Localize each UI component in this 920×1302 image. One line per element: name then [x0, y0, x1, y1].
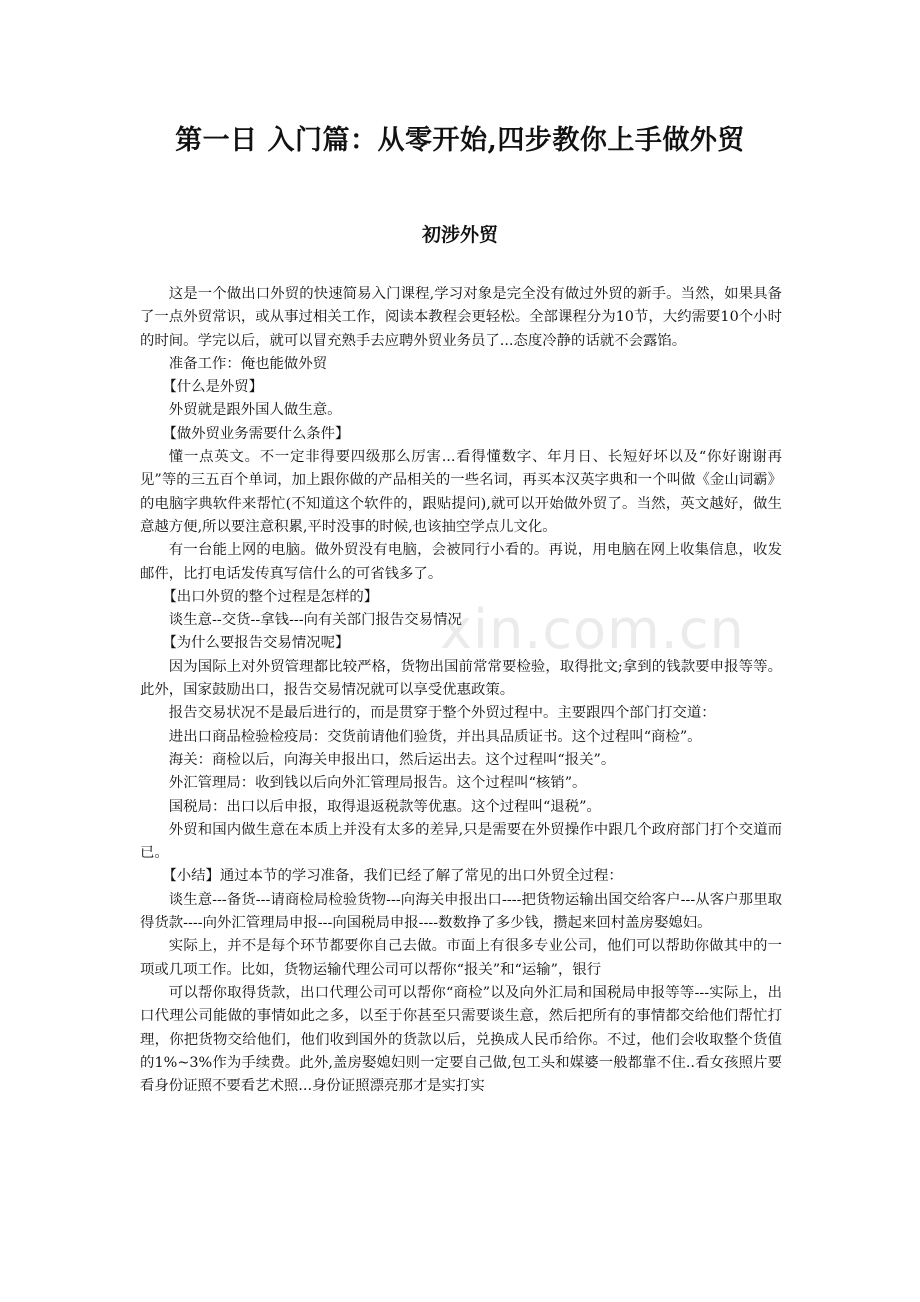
paragraph-four-departments: 报告交易状况不是最后进行的，而是贯穿于整个外贸过程中。主要跟四个部门打交道： [168, 705, 716, 722]
paragraph-summary-steps: 谈生意---备货---请商检局检验货物---向海关申报出口----把货物运输出国交给客户---从客户那里取得货款----向外汇管理局申报---向国税局申报----数数挣了多少钱，攒起来回村盖房娶媳妇。 [140, 891, 782, 932]
paragraph-tax: 国税局：出口以后申报，取得退返税款等优惠。这个过程叫“退税”。 [168, 798, 601, 815]
section-heading: 初涉外贸 [421, 224, 498, 246]
paragraph-prep: 准备工作：俺也能做外贸 [168, 355, 328, 372]
paragraph-english: 懂一点英文。不一定非得要四级那么厉害...看得懂数字、年月日、长短好坏以及“你好谢谢再见”等的三五百个单词，加上跟你做的产品相关的一些名词，再买本汉英字典和一个叫做《金山词霸》的电脑字典软件来帮忙(不知道这个软件的，跟贴提问),就可以开始做外贸了。当然，英文越好，做生意越方便,所以要注意积累,平时没事的时候,也该抽空学点儿文化。 [140, 449, 782, 535]
paragraph-forex: 外汇管理局：收到钱以后向外汇管理局报告。这个过程叫“核销”。 [168, 775, 587, 792]
paragraph-definition: 外贸就是跟外国人做生意。 [168, 402, 342, 419]
watermark: xin.com.cn [440, 598, 745, 661]
body-text [140, 283, 782, 1098]
paragraph-customs: 海关：商检以后，向海关申报出口，然后运出去。这个过程叫“报关”。 [168, 751, 616, 768]
heading-process: 【出口外贸的整个过程是怎样的】 [162, 588, 379, 605]
paragraph-process-steps: 谈生意--交货--拿钱---向有关部门报告交易情况 [168, 612, 462, 629]
paragraph-summary: 【小结】通过本节的学习准备，我们已经了解了常见的出口外贸全过程： [162, 868, 623, 885]
paragraph-computer: 有一台能上网的电脑。做外贸没有电脑，会被同行小看的。再说，用电脑在网上收集信息，收发邮件，比打电话发传真写信什么的可省钱多了。 [140, 542, 782, 582]
paragraph-why-report: 因为国际上对外贸管理都比较严格，货物出国前常常要检验，取得批文;拿到的钱款要申报等等。此外，国家鼓励出口，报告交易情况就可以享受优惠政策。 [140, 658, 782, 699]
heading-why-report: 【为什么要报告交易情况呢】 [162, 635, 350, 652]
page-title: 第一日 入门篇：从零开始,四步教你上手做外贸 [175, 125, 745, 156]
heading-what-is-trade: 【什么是外贸】 [162, 379, 264, 396]
paragraph-inspection: 进出口商品检验检疫局：交货前请他们验货，并出具品质证书。这个过程叫“商检”。 [168, 728, 702, 745]
paragraph-agencies-cont: 可以帮你取得货款，出口代理公司可以帮你“商检”以及向外汇局和国税局申报等等---实际上，出口代理公司能做的事情如此之多，以至于你甚至只需要谈生意，然后把所有的事情都交给他们帮忙打理，你把货物交给他们，他们收到国外的货款以后，兑换成人民币给你。不过，他们会收取整个货值的1%~3%作为手续费。此外,盖房娶媳妇则一定要自己做,包工头和媒婆一般都靠不住..看女孩照片要看身份证照不要看艺术照...身份证照漂亮那才是实打实 [140, 984, 782, 1095]
paragraph-difference: 外贸和国内做生意在本质上并没有太多的差异,只是需要在外贸操作中跟几个政府部门打个交道而已。 [140, 821, 782, 862]
paragraph-intro: 这是一个做出口外贸的快速简易入门课程,学习对象是完全没有做过外贸的新手。当然，如果具备了一点外贸常识，或从事过相关工作，阅读本教程会更轻松。全部课程分为10节，大约需要10个小时的时间。学完以后，就可以冒充熟手去应聘外贸业务员了...态度冷静的话就不会露馅。 [140, 286, 782, 349]
paragraph-agencies: 实际上，并不是每个环节都要你自己去做。市面上有很多专业公司，他们可以帮助你做其中的一项或几项工作。比如，货物运输代理公司可以帮你“报关”和“运输”，银行 [140, 938, 782, 978]
heading-requirements: 【做外贸业务需要什么条件】 [162, 425, 350, 442]
